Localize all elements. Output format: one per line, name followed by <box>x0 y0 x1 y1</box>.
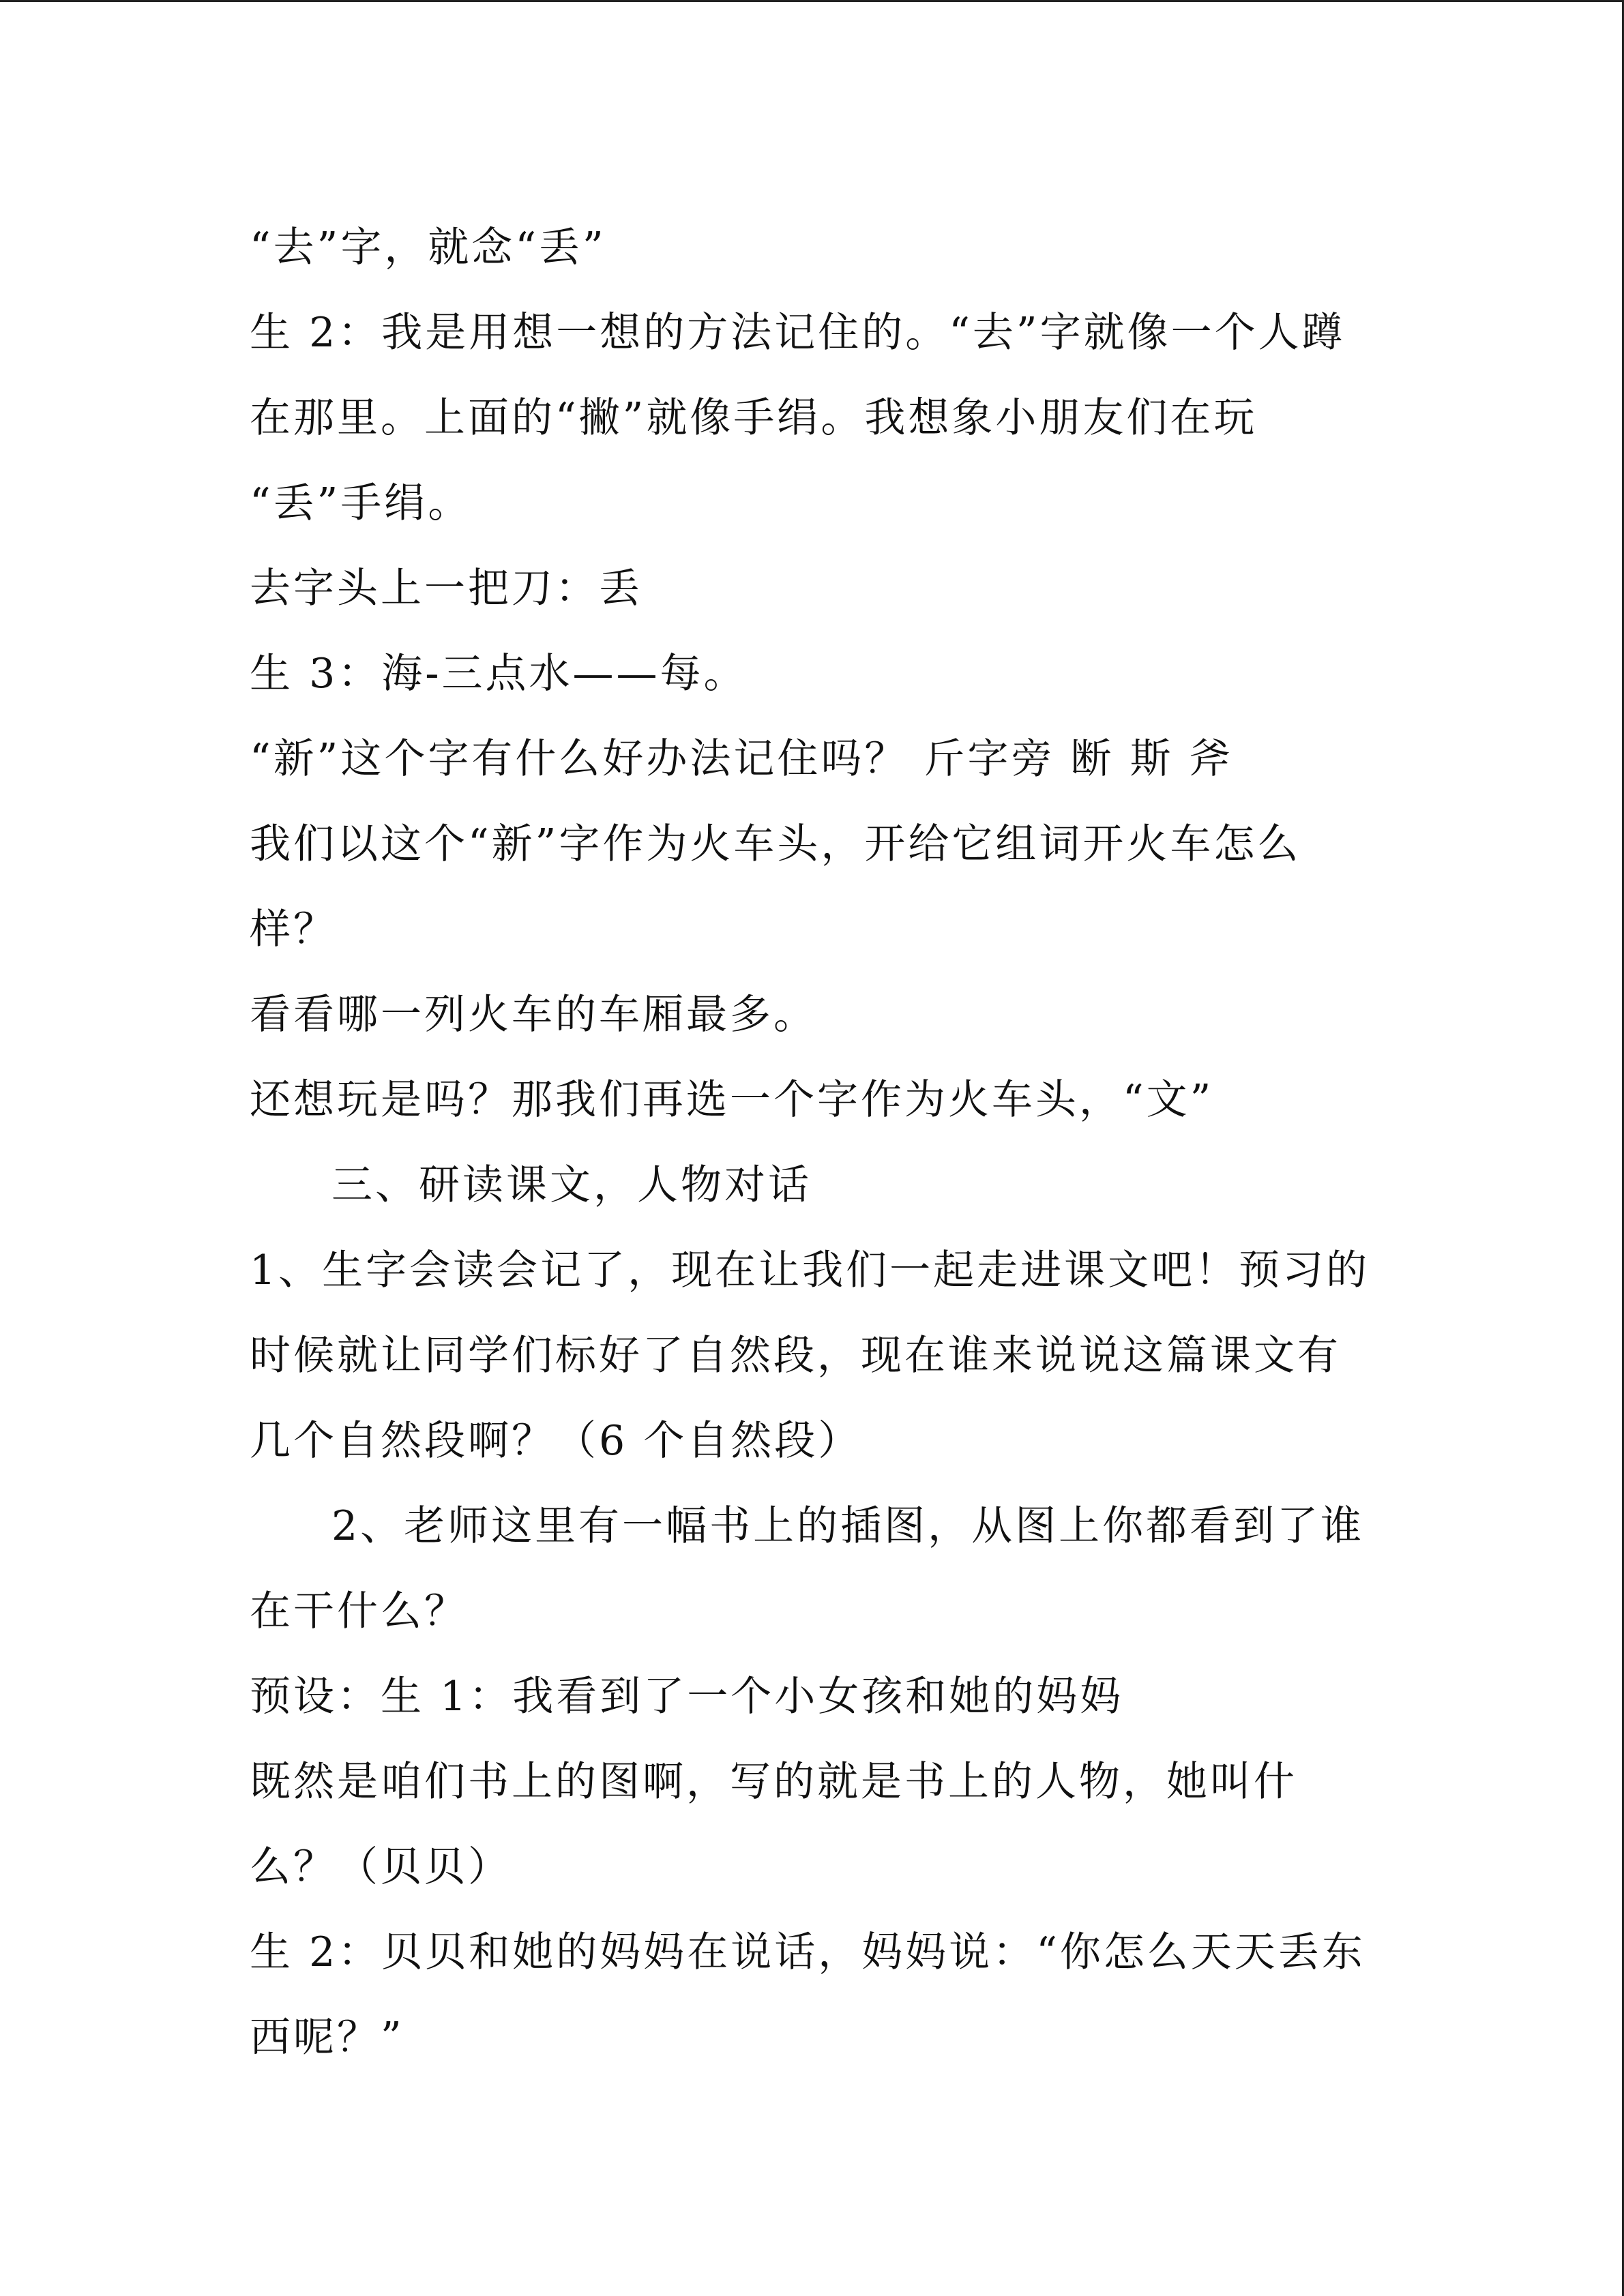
text-line: 我们以这个“新”字作为火车头，开给它组词开火车怎么 <box>250 820 1301 868</box>
text-line: 在那里。上面的“撇”就像手绢。我想象小朋友们在玩 <box>250 394 1258 442</box>
text-line: 去字头上一把刀：丢 <box>250 565 643 612</box>
text-line: 西呢？” <box>250 2014 404 2061</box>
page-top-border <box>0 0 1624 2</box>
text-line: 既然是咱们书上的图啊，写的就是书上的人物，她叫什 <box>250 1758 1297 1806</box>
text-line: 看看哪一列火车的车厢最多。 <box>250 991 817 1039</box>
text-line: 几个自然段啊？（6 个自然段） <box>250 1417 862 1465</box>
text-line: 生 3：海-三点水——每。 <box>250 650 748 698</box>
text-line: 时候就让同学们标好了自然段，现在谁来说说这篇课文有 <box>250 1332 1341 1380</box>
text-line: “去”字，就念“丢” <box>250 224 606 271</box>
text-line: 生 2：我是用想一想的方法记住的。“去”字就像一个人蹲 <box>250 309 1346 357</box>
text-line: 么？（贝贝） <box>250 1843 512 1891</box>
text-line: 1、生字会读会记了，现在让我们一起走进课文吧！预习的 <box>250 1247 1370 1294</box>
text-line: 生 2：贝贝和她的妈妈在说话，妈妈说：“你怎么天天丢东 <box>250 1928 1365 1976</box>
text-line: 预设：生 1：我看到了一个小女孩和她的妈妈 <box>250 1673 1124 1720</box>
text-line: “新”这个字有什么好办法记住吗？ 斤字旁 断 斯 斧 <box>250 735 1233 783</box>
text-line: 样？ <box>250 906 337 953</box>
section-heading: 三、研读课文，人物对话 <box>331 1161 812 1209</box>
text-line: “丢”手绢。 <box>250 479 472 527</box>
document-body <box>250 205 1382 2081</box>
text-line: 在干什么？ <box>250 1587 468 1635</box>
text-line: 2、老师这里有一幅书上的插图，从图上你都看到了谁 <box>331 1502 1365 1550</box>
text-line: 还想玩是吗？那我们再选一个字作为火车头，“文” <box>250 1076 1214 1124</box>
